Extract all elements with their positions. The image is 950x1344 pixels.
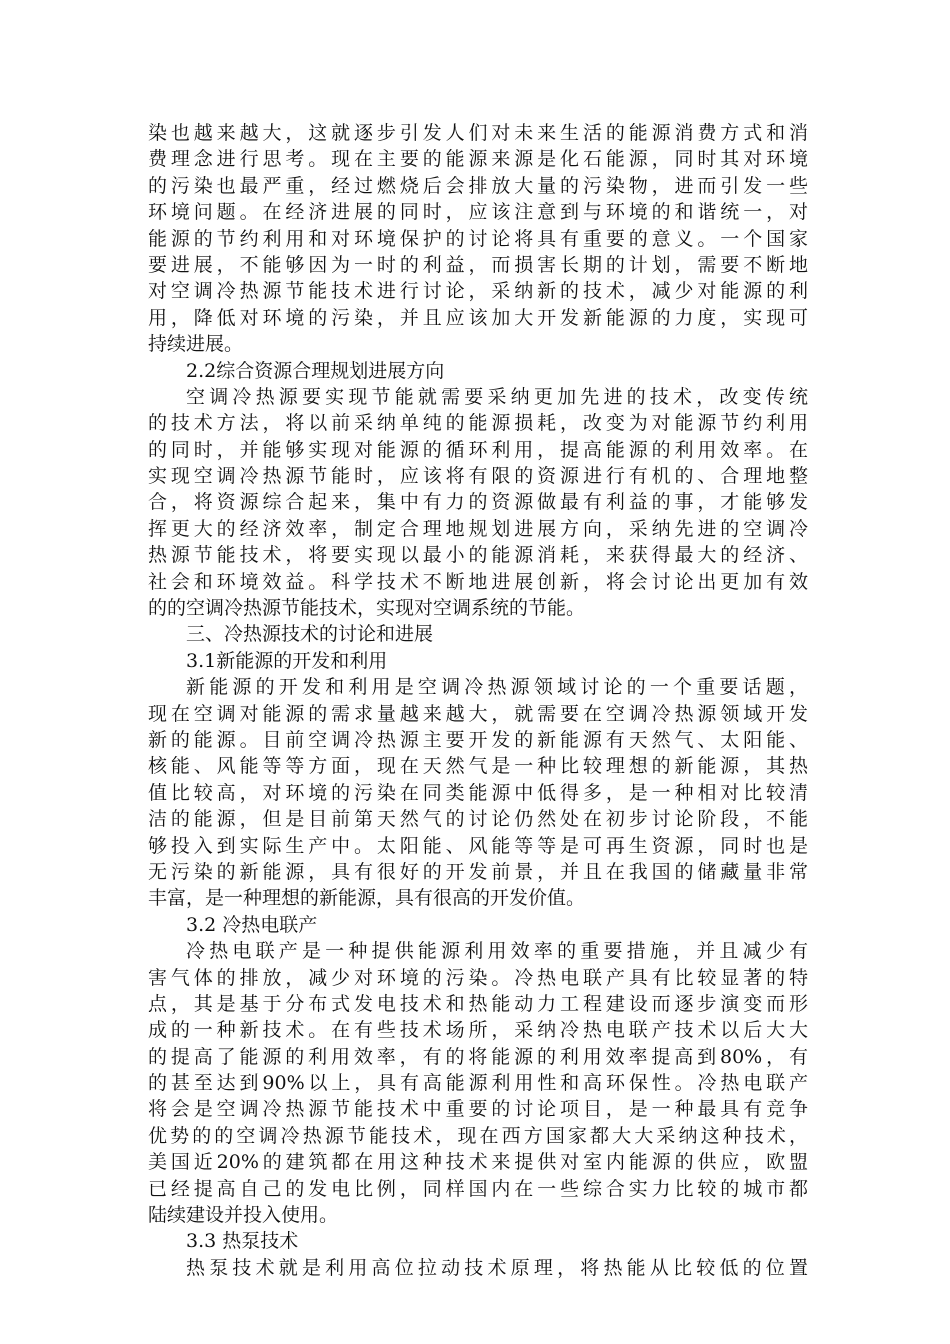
- text-line: 害气体的排放，减少对环境的污染。冷热电联产具有比较显著的特: [148, 966, 808, 989]
- text-line: 洁的能源，但是目前第天然气的讨论仍然处在初步讨论阶段，不能: [148, 808, 808, 831]
- text-line: 成的一种新技术。在有些技术场所，采纳冷热电联产技术以后大大: [148, 1019, 808, 1042]
- text-line: 核能、风能等等方面，现在天然气是一种比较理想的新能源，其热: [148, 755, 808, 778]
- text-line: 染也越来越大，这就逐步引发人们对未来生活的能源消费方式和消: [148, 122, 808, 144]
- text-line: 现在空调对能源的需求量越来越大，就需要在空调冷热源领域开发: [148, 702, 808, 725]
- text-line: 热源节能技术，将要实现以最小的能源消耗，来获得最大的经济、: [148, 544, 808, 567]
- text-line: 的的空调冷热源节能技术，实现对空调系统的节能。: [148, 597, 586, 620]
- text-line: 美国近20%的建筑都在用这种技术来提供对室内能源的供应，欧盟: [148, 1151, 808, 1174]
- text-line: 实现空调冷热源节能时，应该将有限的资源进行有机的、合理地整: [148, 465, 808, 488]
- text-line: 3.3 热泵技术: [186, 1230, 299, 1253]
- text-line: 能源的节约利用和对环境保护的讨论将具有重要的意义。一个国家: [148, 227, 808, 250]
- text-line: 热泵技术就是利用高位拉动技术原理，将热能从比较低的位置: [186, 1256, 808, 1279]
- text-line: 冷热电联产是一种提供能源利用效率的重要措施，并且减少有: [186, 940, 808, 963]
- text-line: 对空调冷热源节能技术进行讨论，采纳新的技术，减少对能源的利: [148, 280, 808, 303]
- text-line: 用，降低对环境的污染，并且应该加大开发新能源的力度，实现可: [148, 306, 808, 329]
- text-line: 要进展，不能够因为一时的利益，而损害长期的计划，需要不断地: [148, 253, 808, 276]
- text-line: 2.2综合资源合理规划进展方向: [186, 359, 445, 382]
- text-line: 陆续建设并投入使用。: [148, 1204, 339, 1227]
- text-line: 挥更大的经济效率，制定合理地规划进展方向，采纳先进的空调冷: [148, 517, 808, 540]
- text-line: 环境问题。在经济进展的同时，应该注意到与环境的和谐统一，对: [148, 201, 808, 224]
- text-line: 3.1新能源的开发和利用: [186, 649, 388, 672]
- text-line: 新的能源。目前空调冷热源主要开发的新能源有天然气、太阳能、: [148, 728, 808, 751]
- text-line: 费理念进行思考。现在主要的能源来源是化石能源，同时其对环境: [148, 148, 808, 171]
- text-line: 将会是空调冷热源节能技术中重要的讨论项目，是一种最具有竞争: [148, 1098, 808, 1121]
- text-line: 合，将资源综合起来，集中有力的资源做最有利益的事，才能够发: [148, 491, 808, 514]
- text-line: 的甚至达到90%以上，具有高能源利用性和高环保性。冷热电联产: [148, 1072, 808, 1095]
- text-line: 点，其是基于分布式发电技术和热能动力工程建设而逐步演变而形: [148, 992, 808, 1015]
- text-line: 社会和环境效益。科学技术不断地进展创新，将会讨论出更加有效: [148, 570, 808, 593]
- text-line: 丰富，是一种理想的新能源，具有很高的开发价值。: [148, 887, 586, 910]
- text-line: 无污染的新能源，具有很好的开发前景，并且在我国的储藏量非常: [148, 860, 808, 883]
- text-line: 优势的的空调冷热源节能技术，现在西方国家都大大采纳这种技术，: [148, 1124, 808, 1147]
- text-line: 空调冷热源要实现节能就需要采纳更加先进的技术，改变传统: [186, 385, 808, 408]
- text-line: 3.2 冷热电联产: [186, 913, 318, 936]
- text-line: 已经提高自己的发电比例，同样国内在一些综合实力比较的城市都: [148, 1177, 808, 1200]
- text-line: 新能源的开发和利用是空调冷热源领域讨论的一个重要话题，: [186, 676, 808, 699]
- text-line: 的提高了能源的利用效率，有的将能源的利用效率提高到80%，有: [148, 1045, 808, 1068]
- text-line: 三、冷热源技术的讨论和进展: [186, 623, 434, 646]
- text-line: 持续进展。: [148, 333, 244, 356]
- text-line: 值比较高，对环境的污染在同类能源中低得多，是一种相对比较清: [148, 781, 808, 804]
- body-text: [148, 120, 808, 1281]
- text-line: 够投入到实际生产中。太阳能、风能等等是可再生资源，同时也是: [148, 834, 808, 857]
- text-line: 的污染也最严重，经过燃烧后会排放大量的污染物，进而引发一些: [148, 174, 808, 197]
- text-line: 的技术方法，将以前采纳单纯的能源损耗，改变为对能源节约利用: [148, 412, 808, 435]
- text-line: 的同时，并能够实现对能源的循环利用，提高能源的利用效率。在: [148, 438, 808, 461]
